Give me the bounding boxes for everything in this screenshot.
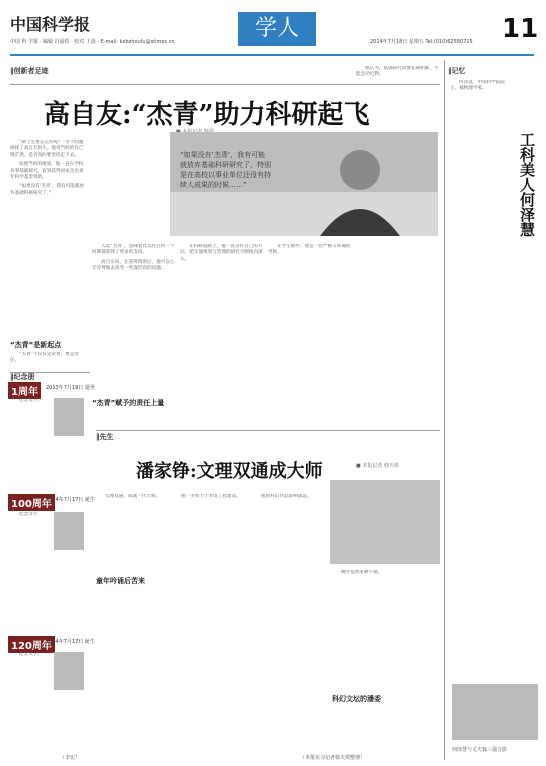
article-column: 文理双通，成就一代大师。 — [105, 494, 161, 499]
portrait-photo — [54, 512, 84, 550]
anniversary-caption: 2013年7月19日 逝世 — [46, 385, 95, 391]
section-label: 学人 — [238, 12, 316, 46]
article-column: 在学生眼中，他是一位严格又和蔼的导师。 — [268, 244, 351, 256]
subhead: “杰青”赋予的责任上量 — [92, 399, 165, 407]
article-column: 纪念文字。 — [19, 398, 42, 403]
article-column: “硕士生要怎么样呢？”这个问题困扰了高自友很久。他说当时的自己很茫然，是否真的要坚持走下去。 按照当时的规划，他一直在学校从事基础研究，直到获得国家杰出青年科学基金资助。 “如果没有‘杰青’，我有可能就放弃基础科研研究了。” — [10, 140, 85, 196]
column-tag: ‖创新者足迹 — [10, 67, 49, 75]
second-byline: ■ 本报记者 韩天琪 — [356, 463, 399, 469]
signature: （本报实习记者韩天琪整理） — [300, 755, 366, 761]
masthead-meta: 中国 科 学报 · 编辑 冯晨煜 · 校对 王晨 · E-mail: kxbzhoufu@stimes.cn — [10, 39, 175, 45]
newspaper-logo: 中国科学报 — [10, 15, 91, 34]
anniversary-label: 100周年 — [8, 494, 55, 511]
article-column: 入选“杰青”，意味着比以往任何一个时期都获得了更多的支持。 高自友说，在获得资助后，他可以心无旁骛地去思考一些深层次的问题。 — [92, 244, 175, 272]
masthead — [0, 0, 546, 56]
photo-caption: 何泽慧与丈夫钱三强合影 — [452, 747, 508, 753]
article-column: 他的科幻作品影响深远。 — [261, 494, 312, 499]
article-column: 在科研道路上，他一直坚持自己的方向，把交通规划与管理的研究不断推向深入。 — [180, 244, 263, 262]
divider — [96, 430, 440, 431]
article-column: 他认为，基础研究需要长期积累，不能急功近利。 — [356, 66, 439, 78]
article-column: “杰青”不仅仅是荣誉，更是责任。 — [10, 352, 79, 364]
page-number: 11 — [502, 14, 539, 44]
scientist-photo — [330, 480, 440, 564]
article-column: 晚年依然笔耕不辍。 — [341, 570, 383, 575]
article-column: 纪念文字。 — [19, 652, 42, 657]
column-divider — [444, 60, 445, 760]
column-tag: ‖记忆 — [448, 67, 466, 75]
anniversary-label: 1周年 — [8, 382, 41, 399]
vertical-title: 工科美人何泽慧 — [518, 132, 536, 237]
portrait-photo — [54, 398, 84, 436]
pull-quote: “如果没有‘杰青’，我有可能就放弃基础科研研究了，特别是在高校以事业单位还没有持续人成果的时候……” — [180, 151, 271, 189]
second-headline: 潘家铮:文理双通成大师 — [136, 461, 323, 482]
article-column: 何泽慧，中国科学院院士，核物理学家。 — [450, 80, 505, 92]
anniversary-caption: 1914年7月17日 诞生 — [46, 497, 95, 503]
anniversary-label: 120周年 — [8, 636, 55, 653]
main-headline: 高自友:“杰青”助力科研起飞 — [44, 100, 370, 130]
article-column: 纪念文字。 — [19, 512, 42, 517]
issue-date: 2014年7月18日 星期五 Tel:(010)62580715 — [370, 39, 473, 45]
column-tag: ‖纪念册 — [10, 373, 35, 381]
signature: （李宏） — [60, 755, 81, 761]
couple-photo — [452, 684, 538, 740]
portrait-photo — [54, 652, 84, 690]
subhead: 童年吟诵后苦来 — [96, 577, 145, 585]
masthead-rule — [10, 54, 534, 56]
anniversary-caption: 1894年7月17日 诞生 — [46, 639, 95, 645]
subhead: “杰青”是新起点 — [10, 341, 62, 349]
column-tag: ‖先生 — [96, 433, 114, 441]
article-column: 他一生致力于水电工程建设。 — [181, 494, 241, 499]
subhead: 科幻文坛的潘委 — [332, 695, 381, 703]
